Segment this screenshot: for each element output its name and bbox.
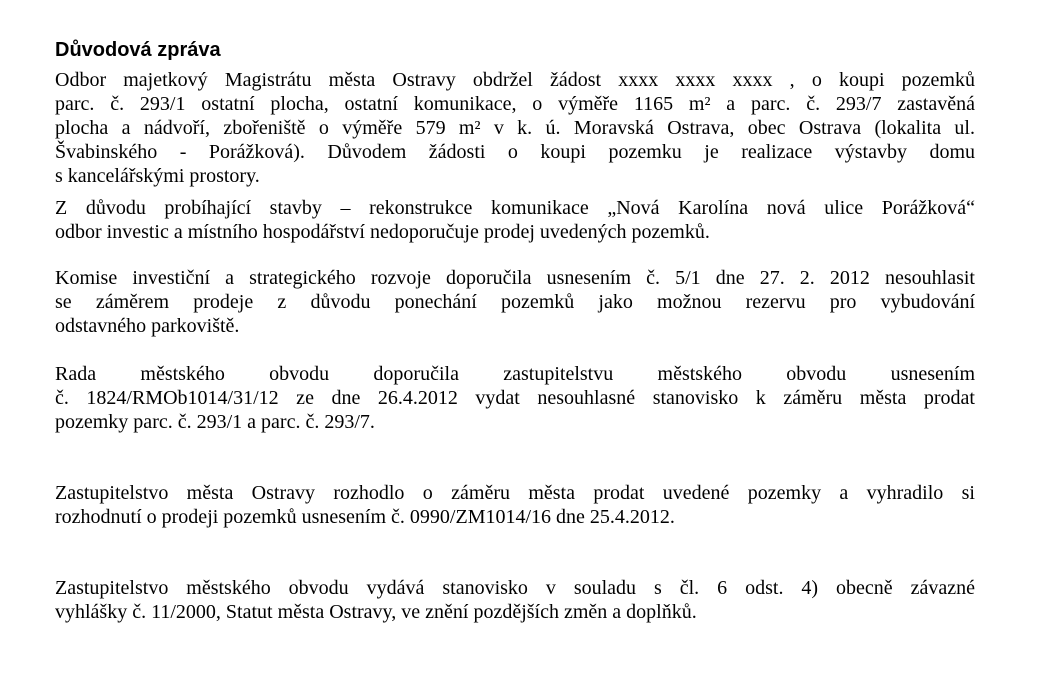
text-line: Odbor majetkový Magistrátu města Ostravy obdržel žádost xxxx xxxx xxxx , o koupi pozemků [55, 69, 975, 91]
document-heading: Důvodová zpráva [55, 39, 221, 61]
paragraph-request [55, 68, 975, 188]
paragraph-construction [55, 196, 975, 244]
text-line: Zastupitelstvo města Ostravy rozhodlo o záměru města prodat uvedené pozemky a vyhradilo si [55, 482, 975, 504]
text-line: Z důvodu probíhající stavby – rekonstrukce komunikace „Nová Karolína nová ulice Porážková“ [55, 197, 975, 219]
text-line: se záměrem prodeje z důvodu ponechání pozemků jako možnou rezervu pro vybudování [55, 291, 975, 313]
text-line: odbor investic a místního hospodářství nedoporučuje prodej uvedených pozemků. [55, 221, 710, 243]
text-line: č. 1824/RMOb1014/31/12 ze dne 26.4.2012 vydat nesouhlasné stanovisko k záměru města prodat [55, 387, 975, 409]
paragraph-council [55, 362, 975, 434]
text-line: Švabinského - Porážková). Důvodem žádosti o koupi pozemku je realizace výstavby domu [55, 141, 975, 163]
text-line: Zastupitelstvo městského obvodu vydává stanovisko v souladu s čl. 6 odst. 4) obecně závazné [55, 577, 975, 599]
paragraph-district-assembly [55, 576, 975, 624]
text-line: Komise investiční a strategického rozvoje doporučila usnesením č. 5/1 dne 27. 2. 2012 nesouhlasit [55, 267, 975, 289]
paragraph-city-assembly [55, 481, 975, 529]
paragraph-commission [55, 266, 975, 338]
document-page [55, 30, 975, 624]
text-line: plocha a nádvoří, zbořeniště o výměře 579 m² v k. ú. Moravská Ostrava, obec Ostrava (lokalita ul. [55, 117, 975, 139]
text-line: s kancelářskými prostory. [55, 165, 260, 187]
text-line: parc. č. 293/1 ostatní plocha, ostatní komunikace, o výměře 1165 m² a parc. č. 293/7 zastavěná [55, 93, 975, 115]
text-line: vyhlášky č. 11/2000, Statut města Ostravy, ve znění pozdějších změn a doplňků. [55, 601, 697, 623]
text-line: odstavného parkoviště. [55, 315, 240, 337]
text-line: rozhodnutí o prodeji pozemků usnesením č. 0990/ZM1014/16 dne 25.4.2012. [55, 506, 675, 528]
text-line: Rada městského obvodu doporučila zastupitelstvu městského obvodu usnesením [55, 363, 975, 385]
text-line: pozemky parc. č. 293/1 a parc. č. 293/7. [55, 411, 375, 433]
